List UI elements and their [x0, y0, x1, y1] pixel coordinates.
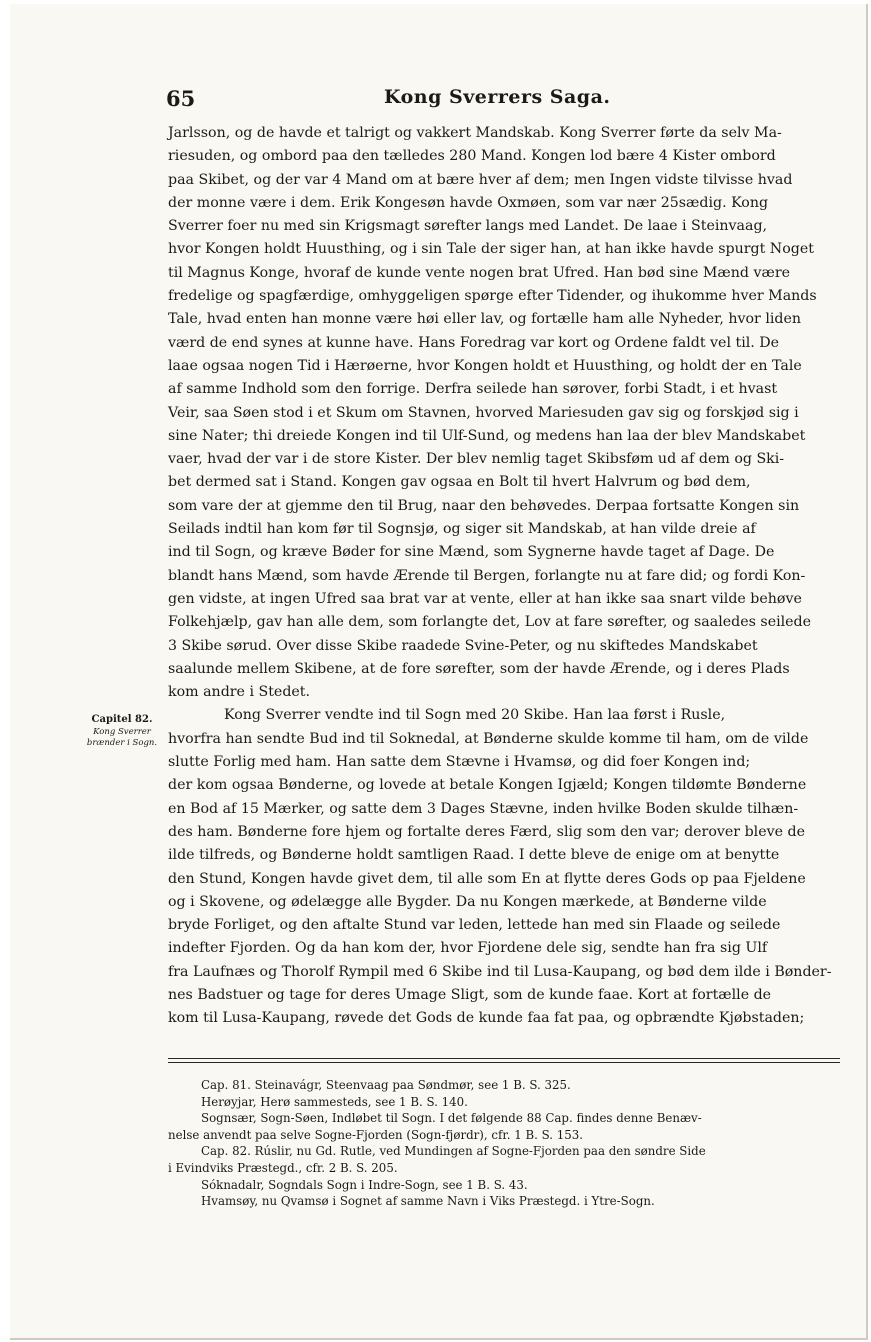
body-line: ind til Sogn, og kræve Bøder for sine Mænd, som Sygnerne havde taget af Dage. De	[168, 544, 775, 561]
body-line: sine Nater; thi dreiede Kongen ind til Ulf-Sund, og medens han laa der blev Mandskabet	[168, 427, 806, 444]
body-line: laae ogsaa nogen Tid i Hærøerne, hvor Kongen holdt et Huusthing, og holdt der en Tale	[168, 357, 802, 374]
body-line: Sverrer foer nu med sin Krigsmagt sørefter langs med Landet. De laae i Steinvaag,	[168, 218, 768, 235]
body-line: indefter Fjorden. Og da han kom der, hvor Fjordene dele sig, sendte han fra sig Ulf	[168, 940, 768, 957]
body-text	[168, 122, 840, 1031]
body-line: gen vidste, at ingen Ufred saa brat var at vente, eller at han ikke saa snart vilde behøve	[168, 590, 802, 607]
body-line: blandt hans Mænd, som havde Ærende til Bergen, forlangte nu at fare did; og fordi Kon-	[168, 567, 806, 584]
body-line: Veir, saa Søen stod i et Skum om Stavnen, hvorved Mariesuden gav sig og forskjød sig i	[168, 404, 799, 421]
body-line: bet dermed sat i Stand. Kongen gav ogsaa en Bolt til hvert Halvrum og bød dem,	[168, 474, 751, 491]
footnotes	[168, 1077, 841, 1210]
body-line: fra Laufnæs og Thorolf Rympil med 6 Skibe ind til Lusa-Kaupang, og bød dem ilde i Bønder-	[168, 963, 832, 980]
body-line: vaer, hvad der var i de store Kister. Der blev nemlig taget Skibsføm ud af dem og Ski-	[168, 451, 785, 468]
footnote-line: Cap. 81. Steinavágr, Steenvaag paa Søndmør, see 1 B. S. 325.	[201, 1078, 571, 1092]
margin-note-line: Kong Sverrer	[93, 727, 151, 737]
body-line: til Magnus Konge, hvoraf de kunde vente nogen brat Ufred. Han bød sine Mænd være	[168, 264, 791, 281]
body-line: Kong Sverrer vendte ind til Sogn med 20 Skibe. Han laa først i Rusle,	[224, 707, 726, 724]
body-line: saalunde mellem Skibene, at de fore sørefter, som der havde Ærende, og i deres Plads	[168, 660, 790, 677]
body-line: slutte Forlig med ham. Han satte dem Stævne i Hvamsø, og did foer Kongen ind;	[168, 754, 751, 771]
body-line: der monne være i dem. Erik Kongesøn havde Oxmøen, som var nær 25sædig. Kong	[168, 194, 769, 211]
body-line: riesuden, og ombord paa den tælledes 280 Mand. Kongen lod bære 4 Kister ombord	[168, 148, 776, 165]
footnote-line: Sóknadalr, Sogndals Sogn i Indre-Sogn, see 1 B. S. 43.	[201, 1177, 528, 1192]
body-line: hvor Kongen holdt Huusthing, og i sin Tale der siger han, at han ikke havde spurgt Noget	[168, 241, 814, 258]
body-line: Tale, hvad enten han monne være høi eller lav, og fortælle ham alle Nyheder, hvor liden	[168, 311, 802, 328]
footnote-rule	[168, 1062, 840, 1063]
footnote-line: nelse anvendt paa selve Sogne-Fjorden (Sogn-fjørdr), cfr. 1 B. S. 153.	[168, 1127, 584, 1142]
body-line: des ham. Bønderne fore hjem og fortalte deres Færd, slig som den var; derover bleve de	[168, 823, 806, 840]
body-line: kom andre i Stedet.	[168, 684, 311, 701]
body-line: nes Badstuer og tage for deres Umage Sligt, som de kunde faae. Kort at fortælle de	[168, 986, 772, 1003]
body-line: værd de end synes at kunne have. Hans Foredrag var kort og Ordene faldt vel til. De	[168, 334, 780, 351]
footnote-line: i Evindviks Præstegd., cfr. 2 B. S. 205.	[168, 1160, 398, 1175]
footnote-line: Cap. 82. Rúslir, nu Gd. Rutle, ved Mundingen af Sogne-Fjorden paa den søndre Side	[201, 1144, 706, 1159]
body-line: Seilads indtil han kom før til Sognsjø, og siger sit Mandskab, at han vilde dreie af	[168, 521, 756, 538]
footnote-line: Hvamsøy, nu Qvamsø i Sognet af samme Navn i Viks Præstegd. i Ytre-Sogn.	[201, 1194, 655, 1209]
margin-note-heading: Capitel 82.	[91, 714, 153, 725]
body-line: som vare der at gjemme den til Brug, naar den behøvedes. Derpaa fortsatte Kongen sin	[168, 497, 800, 514]
body-line: paa Skibet, og der var 4 Mand om at bære hver af dem; men Ingen vidste tilvisse hvad	[168, 171, 793, 188]
body-line: en Bod af 15 Mærker, og satte dem 3 Dages Stævne, inden hvilke Boden skulde tilhæn-	[168, 800, 799, 817]
body-line: hvorfra han sendte Bud ind til Soknedal, at Bønderne skulde komme til ham, om de vilde	[168, 730, 809, 747]
page-header	[166, 86, 838, 116]
body-line: der kom ogsaa Bønderne, og lovede at betale Kongen Igjæld; Kongen tildømte Bønderne	[168, 777, 807, 794]
body-line: og i Skovene, og ødelægge alle Bygder. Da nu Kongen mærkede, at Bønderne vilde	[168, 893, 767, 910]
body-line: fredelige og spagfærdige, omhyggeligen spørge efter Tidender, og ihukomme hver Mands	[168, 288, 817, 305]
body-line: af samme Indhold som den forrige. Derfra seilede han sørover, forbi Stadt, i et hvast	[168, 381, 778, 398]
body-line: Folkehjælp, gav han alle dem, som forlangte det, Lov at fare sørefter, og saaledes seilede	[168, 614, 812, 631]
footnote-rule	[168, 1058, 840, 1059]
running-title: Kong Sverrers Saga.	[384, 86, 611, 108]
footnote-line: Sognsær, Sogn-Søen, Indløbet til Sogn. I det følgende 88 Cap. findes denne Benæv-	[201, 1111, 702, 1126]
page-number: 65	[166, 86, 196, 111]
body-line: ilde tilfreds, og Bønderne holdt samtligen Raad. I dette bleve de enige om at benytte	[168, 847, 780, 864]
body-line: Jarlsson, og de havde et talrigt og vakkert Mandskab. Kong Sverrer førte da selv Ma-	[168, 125, 782, 141]
body-line: den Stund, Kongen havde givet dem, til alle som En at flytte deres Gods op paa Fjeldene	[168, 870, 806, 887]
body-line: bryde Forliget, og den aftalte Stund var leden, lettede han med sin Flaade og seilede	[168, 917, 781, 934]
body-line: kom til Lusa-Kaupang, røvede det Gods de kunde faa fat paa, og opbrændte Kjøbstaden;	[168, 1010, 805, 1027]
body-line: 3 Skibe sørud. Over disse Skibe raadede Svine-Peter, og nu skiftedes Mandskabet	[168, 637, 758, 654]
margin-note	[76, 713, 168, 749]
margin-note-line: brænder i Sogn.	[86, 738, 158, 748]
footnote-line: Herøyjar, Herø sammesteds, see 1 B. S. 140.	[201, 1094, 468, 1109]
